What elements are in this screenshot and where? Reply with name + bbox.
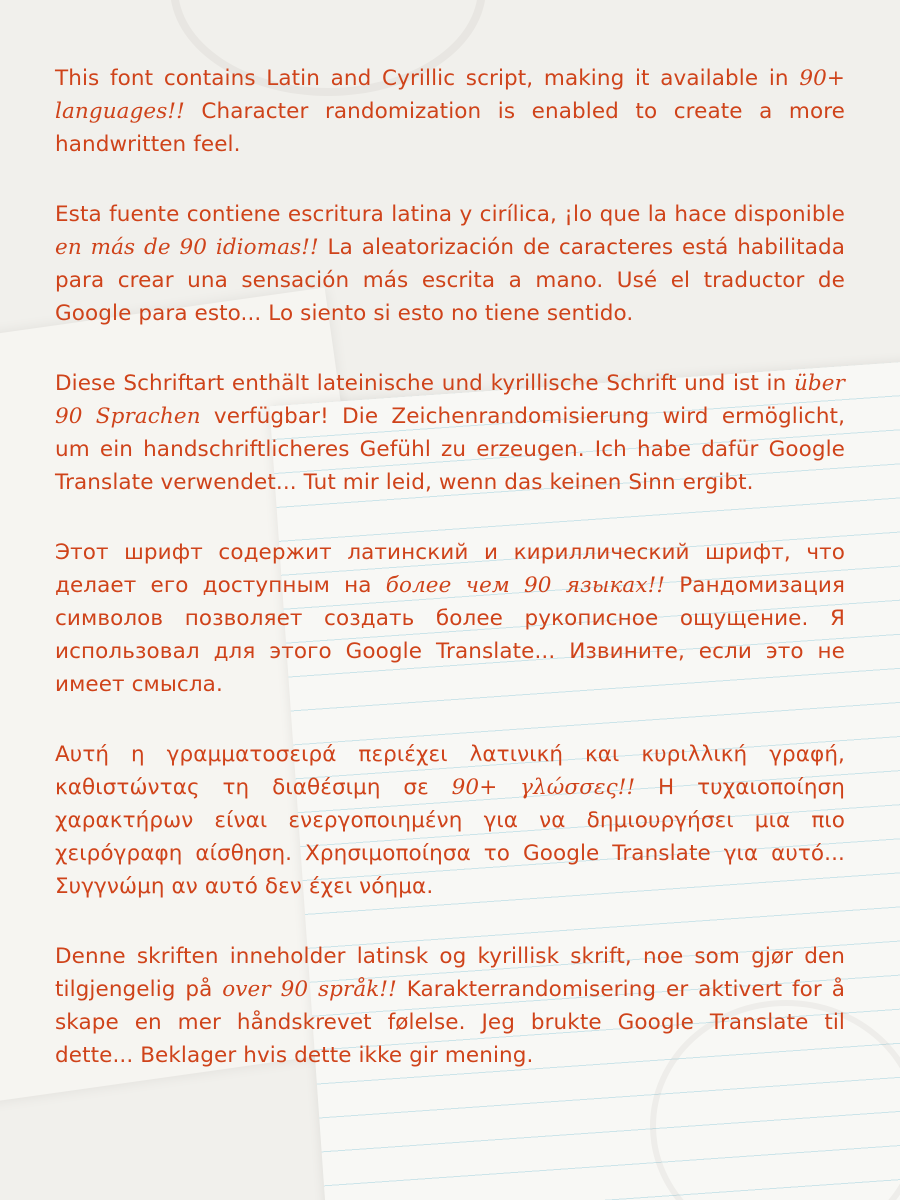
paragraph-text: Esta fuente contiene escritura latina y cirílica, ¡lo que la hace disponible bbox=[55, 202, 845, 227]
paragraph-text: verfügbar! Die Zeichenrandomisierung wird ermöglicht, um ein handschriftlicheres Gefühl zu erzeugen. Ich habe dafür Google Translate verwendet... Tut mir leid, wenn das keinen Sinn ergibt. bbox=[55, 404, 846, 495]
paragraph-text: Diese Schriftart enthält lateinische und kyrillische Schrift und ist in bbox=[55, 371, 794, 396]
language-count-emphasis: 90+ γλώσσες!! bbox=[451, 775, 636, 800]
language-count-emphasis: over 90 språk!! bbox=[222, 977, 397, 1002]
paragraph-text: Η τυχαιοποίηση χαρακτήρων είναι ενεργοποιημένη για να δημιουργήσει μια πιο χειρόγραφη αίσθηση. Χρησιμοποίησα το Google Translate για αυτό... Συγγνώμη αν αυτό δεν έχει νόημα. bbox=[55, 775, 845, 899]
language-count-emphasis: более чем 90 языках!! bbox=[385, 573, 666, 598]
font-description-text bbox=[55, 62, 845, 1109]
paragraph-text: This font contains Latin and Cyrillic script, making it available in bbox=[55, 66, 800, 91]
paragraph-german bbox=[55, 367, 845, 499]
paragraph-greek bbox=[55, 738, 845, 903]
paragraph-english bbox=[55, 62, 845, 161]
language-count-emphasis: über 90 Sprachen bbox=[55, 371, 845, 429]
paragraph-text: Karakterrandomisering er aktivert for å skape en mer håndskrevet følelse. Jeg brukte Google Translate til dette... Beklager hvis dette ikke gir mening. bbox=[55, 977, 845, 1068]
paragraph-spanish bbox=[55, 198, 845, 330]
language-count-emphasis: 90+ languages!! bbox=[55, 66, 845, 124]
language-count-emphasis: en más de 90 idiomas!! bbox=[55, 235, 319, 260]
paragraph-text: Рандомизация символов позволяет создать более рукописное ощущение. Я использовал для этого Google Translate... Извините, если это не имеет смысла. bbox=[55, 573, 845, 697]
paragraph-text: Αυτή η γραμματοσειρά περιέχει λατινική και κυριλλική γραφή, καθιστώντας τη διαθέσιμη σε bbox=[55, 742, 845, 800]
paragraph-text: La aleatorización de caracteres está habilitada para crear una sensación más escrita a mano. Usé el traductor de Google para esto... Lo siento si esto no tiene sentido. bbox=[55, 235, 845, 326]
paragraph-russian bbox=[55, 536, 845, 701]
paragraph-norwegian bbox=[55, 940, 845, 1072]
paragraph-text: Denne skriften inneholder latinsk og kyrillisk skrift, noe som gjør den tilgjengelig på bbox=[55, 944, 845, 1002]
paragraph-text: Этот шрифт содержит латинский и кириллический шрифт, что делает его доступным на bbox=[55, 540, 845, 598]
paragraph-text: Character randomization is enabled to create a more handwritten feel. bbox=[55, 99, 845, 157]
